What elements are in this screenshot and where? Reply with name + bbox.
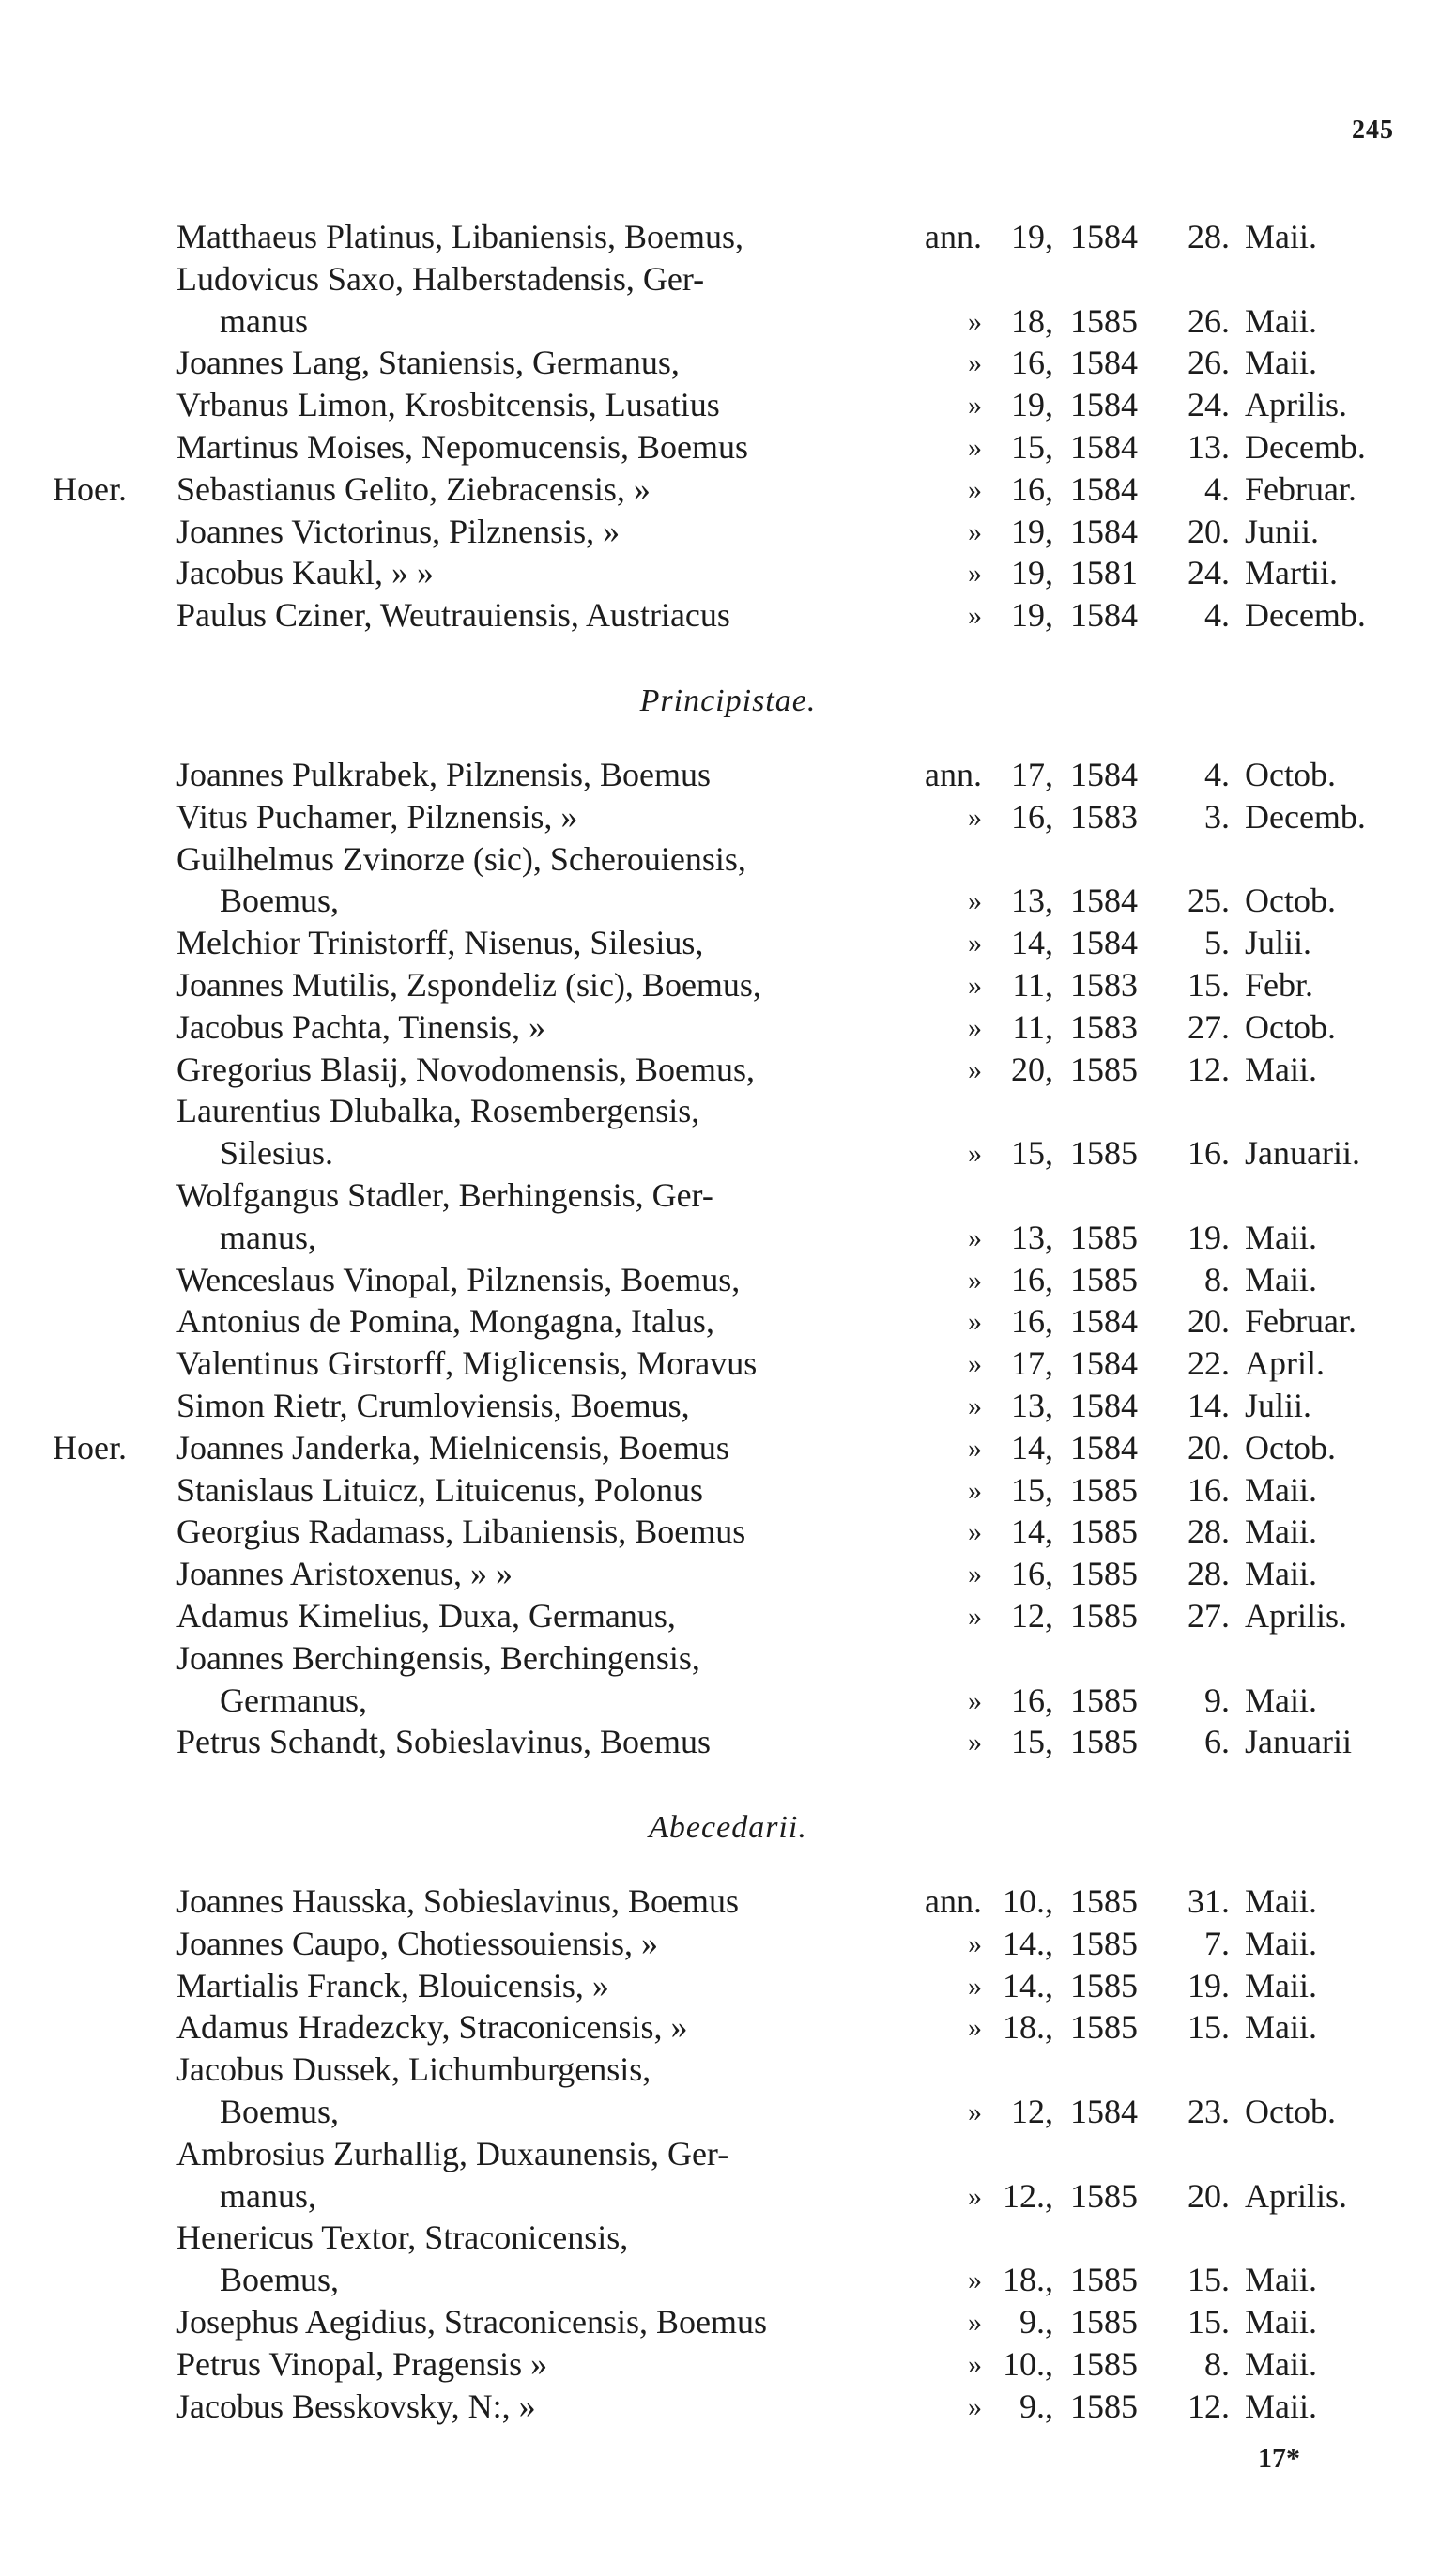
month-value: Decemb.	[1245, 428, 1366, 466]
month-value: Julii.	[1245, 1387, 1312, 1424]
age-value: 12,	[1011, 1597, 1053, 1635]
age-value: 14,	[1011, 1428, 1053, 1466]
year-value: 1584	[1070, 924, 1138, 962]
day-value: 5.	[1204, 924, 1230, 962]
age-value: 19,	[1011, 218, 1053, 255]
year-value: 1584	[1070, 1344, 1138, 1383]
month-value: Maii.	[1245, 1924, 1317, 1962]
ditto-mark: »	[968, 1727, 982, 1758]
age-value: 10.,	[1003, 2344, 1053, 2383]
year-value: 1584	[1070, 386, 1138, 424]
year-value: 1584	[1070, 469, 1138, 508]
register-entry	[0, 300, 1456, 343]
age-value: 10.,	[1003, 1882, 1053, 1920]
register-entry	[0, 1259, 1456, 1301]
ditto-mark: »	[968, 1011, 982, 1043]
student-name: Boemus,	[220, 2261, 340, 2299]
day-value: 23.	[1188, 2093, 1230, 2130]
ditto-mark: »	[968, 515, 982, 547]
student-name: manus	[220, 301, 308, 340]
age-value: 9.,	[1019, 2303, 1053, 2341]
day-value: 12.	[1188, 2387, 1230, 2425]
year-value: 1585	[1070, 1882, 1138, 1920]
register-entry	[0, 1511, 1456, 1553]
register-entry	[0, 1217, 1456, 1259]
month-value: Maii.	[1245, 301, 1317, 340]
day-value: 4.	[1204, 469, 1230, 508]
ditto-mark: »	[968, 2390, 982, 2422]
register-entry	[0, 384, 1456, 426]
month-value: Maii.	[1245, 1512, 1317, 1551]
year-value: 1584	[1070, 596, 1138, 635]
ditto-mark: »	[968, 1601, 982, 1632]
ditto-mark: »	[968, 928, 982, 960]
register-entry	[0, 796, 1456, 838]
register-entry	[0, 1300, 1456, 1343]
year-value: 1585	[1070, 1723, 1138, 1761]
day-value: 15.	[1188, 2008, 1230, 2047]
month-value: April.	[1245, 1344, 1325, 1383]
age-value: 16,	[1011, 1555, 1053, 1593]
register-entry	[0, 1427, 1456, 1469]
student-name: Boemus,	[220, 882, 340, 920]
register-entry	[0, 2343, 1456, 2386]
student-name: Joannes Janderka, Mielnicensis, Boemus	[176, 1428, 729, 1466]
student-name: Joannes Caupo, Chotiessouiensis, »	[176, 1924, 658, 1962]
register-entry	[0, 2217, 1456, 2259]
day-value: 28.	[1188, 1555, 1230, 1593]
age-value: 13,	[1011, 1218, 1053, 1256]
student-name: Vitus Puchamer, Pilznensis, »	[176, 797, 578, 836]
day-value: 4.	[1204, 756, 1230, 793]
age-value: 12.,	[1003, 2176, 1053, 2215]
student-name: Sebastianus Gelito, Ziebracensis, »	[176, 469, 651, 508]
year-value: 1584	[1070, 428, 1138, 466]
ditto-mark: »	[968, 1221, 982, 1253]
ditto-mark: »	[968, 558, 982, 590]
student-name: Petrus Vinopal, Pragensis »	[176, 2344, 548, 2383]
ditto-mark: »	[968, 1516, 982, 1548]
ditto-mark: »	[968, 1684, 982, 1716]
register-entry	[0, 964, 1456, 1006]
month-value: Maii.	[1245, 2344, 1317, 2383]
ditto-mark: »	[968, 2180, 982, 2212]
year-value: 1584	[1070, 1387, 1138, 1424]
year-value: 1584	[1070, 882, 1138, 920]
age-value: 19,	[1011, 554, 1053, 592]
month-value: Maii.	[1245, 2008, 1317, 2047]
student-name: Jacobus Kaukl, » »	[176, 554, 434, 592]
marginal-note: Hoer.	[53, 469, 127, 508]
age-value: 15,	[1011, 428, 1053, 466]
student-name: Josephus Aegidius, Straconicensis, Boemus	[176, 2303, 767, 2341]
ditto-mark: »	[968, 473, 982, 505]
student-name: manus,	[220, 1218, 316, 1256]
student-name: Silesius.	[220, 1134, 334, 1173]
day-value: 13.	[1188, 428, 1230, 466]
year-value: 1585	[1070, 1681, 1138, 1719]
ditto-mark: »	[968, 600, 982, 632]
day-value: 27.	[1188, 1007, 1230, 1046]
register-entry	[0, 1595, 1456, 1637]
year-value: 1581	[1070, 554, 1138, 592]
year-value: 1583	[1070, 1007, 1138, 1046]
ditto-mark: »	[968, 2265, 982, 2296]
register-entry	[0, 922, 1456, 964]
age-value: 17,	[1011, 756, 1053, 793]
register-entry	[0, 1049, 1456, 1091]
year-value: 1584	[1070, 2093, 1138, 2130]
register-entry	[0, 1680, 1456, 1722]
student-name: Joannes Lang, Staniensis, Germanus,	[176, 344, 680, 382]
age-value: 14,	[1011, 1512, 1053, 1551]
student-name: Ludovicus Saxo, Halberstadensis, Ger-	[176, 259, 705, 298]
month-value: Maii.	[1245, 2261, 1317, 2299]
student-name: Petrus Schandt, Sobieslavinus, Boemus	[176, 1723, 711, 1761]
year-value: 1583	[1070, 797, 1138, 836]
register-entry	[0, 594, 1456, 637]
month-value: Februar.	[1245, 1302, 1356, 1341]
month-value: Maii.	[1245, 1555, 1317, 1593]
month-value: Aprilis.	[1245, 386, 1348, 424]
ditto-mark: »	[968, 1264, 982, 1296]
month-value: Januarii.	[1245, 1134, 1360, 1173]
year-value: 1583	[1070, 966, 1138, 1004]
section-heading: Principistae.	[639, 683, 817, 718]
register-entry	[0, 552, 1456, 594]
month-value: Decemb.	[1245, 797, 1366, 836]
student-name: Antonius de Pomina, Mongagna, Italus,	[176, 1302, 714, 1341]
year-value: 1584	[1070, 1428, 1138, 1466]
day-value: 8.	[1204, 1260, 1230, 1298]
year-value: 1585	[1070, 1470, 1138, 1509]
student-name: manus,	[220, 2176, 316, 2215]
age-value: 20,	[1011, 1050, 1053, 1088]
month-value: Julii.	[1245, 924, 1312, 962]
day-value: 16.	[1188, 1134, 1230, 1173]
day-value: 28.	[1188, 218, 1230, 255]
age-value: 19,	[1011, 512, 1053, 550]
year-value: 1585	[1070, 2387, 1138, 2425]
ditto-mark: »	[968, 1927, 982, 1959]
age-value: 14.,	[1003, 1966, 1053, 2004]
year-value: 1585	[1070, 1218, 1138, 1256]
register-entry	[0, 1175, 1456, 1217]
register-entry	[0, 426, 1456, 468]
month-value: Aprilis.	[1245, 1597, 1348, 1635]
year-value: 1585	[1070, 1597, 1138, 1635]
student-name: Paulus Cziner, Weutrauiensis, Austriacus	[176, 596, 730, 635]
day-value: 16.	[1188, 1470, 1230, 1509]
register-entry	[0, 1881, 1456, 1923]
year-value: 1585	[1070, 1555, 1138, 1593]
register-entry	[0, 2049, 1456, 2091]
month-value: Maii.	[1245, 1218, 1317, 1256]
register-entry	[0, 258, 1456, 300]
age-value: 9.,	[1019, 2387, 1053, 2425]
ditto-mark: »	[968, 1306, 982, 1338]
register-entry	[0, 1006, 1456, 1049]
day-value: 20.	[1188, 512, 1230, 550]
month-value: Octob.	[1245, 882, 1336, 920]
day-value: 31.	[1188, 1882, 1230, 1920]
student-name: Vrbanus Limon, Krosbitcensis, Lusatius	[176, 386, 720, 424]
register-entry	[0, 216, 1456, 258]
month-value: Junii.	[1245, 512, 1320, 550]
age-value: 17,	[1011, 1344, 1053, 1383]
day-value: 24.	[1188, 386, 1230, 424]
register-entry	[0, 2175, 1456, 2218]
day-value: 26.	[1188, 301, 1230, 340]
register-entry	[0, 468, 1456, 511]
marginal-note: Hoer.	[53, 1428, 127, 1466]
ditto-mark: »	[968, 1432, 982, 1464]
register-entry	[0, 1385, 1456, 1427]
ditto-mark: »	[968, 2096, 982, 2127]
month-value: Maii.	[1245, 1260, 1317, 1298]
student-name: Wenceslaus Vinopal, Pilznensis, Boemus,	[176, 1260, 741, 1298]
age-value: 13,	[1011, 882, 1053, 920]
student-name: Georgius Radamass, Libaniensis, Boemus	[176, 1512, 746, 1551]
day-value: 25.	[1188, 882, 1230, 920]
month-value: Maii.	[1245, 1050, 1317, 1088]
student-name: Matthaeus Platinus, Libaniensis, Boemus,	[176, 218, 743, 255]
month-value: Maii.	[1245, 218, 1317, 255]
day-value: 27.	[1188, 1597, 1230, 1635]
age-value: 13,	[1011, 1387, 1053, 1424]
age-value: 19,	[1011, 596, 1053, 635]
age-value: 11,	[1012, 1007, 1053, 1046]
year-value: 1585	[1070, 1260, 1138, 1298]
student-name: Joannes Hausska, Sobieslavinus, Boemus	[176, 1882, 739, 1920]
student-name: Laurentius Dlubalka, Rosembergensis,	[176, 1092, 700, 1130]
register-entry	[0, 1090, 1456, 1132]
register-entry	[0, 754, 1456, 796]
age-value: 18.,	[1003, 2008, 1053, 2047]
month-value: Decemb.	[1245, 596, 1366, 635]
age-value: 16,	[1011, 1681, 1053, 1719]
month-value: Januarii	[1245, 1723, 1352, 1761]
register-entry	[0, 2301, 1456, 2343]
ditto-mark: »	[968, 1558, 982, 1590]
student-name: Adamus Kimelius, Duxa, Germanus,	[176, 1597, 676, 1635]
year-value: 1585	[1070, 1966, 1138, 2004]
day-value: 19.	[1188, 1966, 1230, 2004]
ditto-mark: »	[968, 1138, 982, 1170]
register-entry	[0, 2386, 1456, 2428]
year-value: 1584	[1070, 512, 1138, 550]
student-name: Simon Rietr, Crumloviensis, Boemus,	[176, 1387, 690, 1424]
day-value: 15.	[1188, 966, 1230, 1004]
year-value: 1584	[1070, 756, 1138, 793]
age-value: 15,	[1011, 1723, 1053, 1761]
student-name: Joannes Victorinus, Pilznensis, »	[176, 512, 621, 550]
year-value: 1584	[1070, 344, 1138, 382]
day-value: 24.	[1188, 554, 1230, 592]
register-entry	[0, 1343, 1456, 1385]
student-name: Jacobus Pachta, Tinensis, »	[176, 1007, 546, 1046]
register-entry	[0, 1965, 1456, 2007]
age-value: 16,	[1011, 1260, 1053, 1298]
ditto-mark: »	[968, 390, 982, 422]
month-value: Maii.	[1245, 1882, 1317, 1920]
day-value: 26.	[1188, 344, 1230, 382]
student-name: Guilhelmus Zvinorze (sic), Scherouiensis,	[176, 839, 746, 878]
month-value: Aprilis.	[1245, 2176, 1348, 2215]
day-value: 9.	[1204, 1681, 1230, 1719]
year-value: 1585	[1070, 2176, 1138, 2215]
day-value: 7.	[1204, 1924, 1230, 1962]
ditto-mark: »	[968, 1053, 982, 1085]
month-value: Maii.	[1245, 1470, 1317, 1509]
day-value: 8.	[1204, 2344, 1230, 2383]
month-value: Februar.	[1245, 469, 1356, 508]
register-entry	[0, 342, 1456, 384]
age-value: 15,	[1011, 1470, 1053, 1509]
register-entry	[0, 2133, 1456, 2175]
student-name: Martialis Franck, Blouicensis, »	[176, 1966, 609, 2004]
section-heading: Abecedarii.	[649, 1810, 807, 1845]
month-value: Maii.	[1245, 344, 1317, 382]
month-value: Octob.	[1245, 756, 1336, 793]
student-name: Ambrosius Zurhallig, Duxaunensis, Ger-	[176, 2134, 729, 2172]
student-name: Jacobus Dussek, Lichumburgensis,	[176, 2050, 651, 2089]
ditto-mark: »	[968, 432, 982, 463]
student-name: Joannes Mutilis, Zspondeliz (sic), Boemus,	[176, 966, 761, 1004]
day-value: 6.	[1204, 1723, 1230, 1761]
age-value: 11,	[1012, 966, 1053, 1004]
year-value: 1585	[1070, 1134, 1138, 1173]
student-name: Germanus,	[220, 1681, 367, 1719]
day-value: 20.	[1188, 1428, 1230, 1466]
ditto-mark: »	[968, 1970, 982, 2002]
month-value: Maii.	[1245, 1681, 1317, 1719]
student-name: Jacobus Besskovsky, N:, »	[176, 2387, 536, 2425]
day-value: 19.	[1188, 1218, 1230, 1256]
year-value: 1585	[1070, 2303, 1138, 2341]
age-value: 12,	[1011, 2093, 1053, 2130]
month-value: Maii.	[1245, 1966, 1317, 2004]
ditto-mark: ann.	[925, 1882, 982, 1920]
student-name: Stanislaus Lituicz, Lituicenus, Polonus	[176, 1470, 703, 1509]
year-value: 1585	[1070, 1050, 1138, 1088]
day-value: 20.	[1188, 1302, 1230, 1341]
year-value: 1584	[1070, 1302, 1138, 1341]
footer-signature: 17*	[1258, 2443, 1300, 2474]
register-entry	[0, 1553, 1456, 1595]
student-name: Wolfgangus Stadler, Berhingensis, Ger-	[176, 1176, 713, 1214]
register-entry	[0, 1637, 1456, 1680]
day-value: 12.	[1188, 1050, 1230, 1088]
student-name: Valentinus Girstorff, Miglicensis, Moravus	[176, 1344, 758, 1383]
ditto-mark: »	[968, 347, 982, 379]
register-entry	[0, 2259, 1456, 2301]
year-value: 1585	[1070, 2008, 1138, 2047]
day-value: 15.	[1188, 2303, 1230, 2341]
month-value: Octob.	[1245, 2093, 1336, 2130]
age-value: 14.,	[1003, 1924, 1053, 1962]
age-value: 14,	[1011, 924, 1053, 962]
ditto-mark: »	[968, 801, 982, 833]
student-name: Melchior Trinistorff, Nisenus, Silesius,	[176, 924, 704, 962]
month-value: Martii.	[1245, 554, 1338, 592]
year-value: 1584	[1070, 218, 1138, 255]
year-value: 1585	[1070, 1924, 1138, 1962]
ditto-mark: »	[968, 885, 982, 917]
month-value: Maii.	[1245, 2303, 1317, 2341]
register-entry	[0, 1132, 1456, 1175]
register-entry	[0, 2091, 1456, 2133]
student-name: Gregorius Blasij, Novodomensis, Boemus,	[176, 1050, 755, 1088]
student-name: Joannes Berchingensis, Berchingensis,	[176, 1638, 700, 1677]
student-name: Henericus Textor, Straconicensis,	[176, 2219, 629, 2257]
student-name: Joannes Aristoxenus, » »	[176, 1555, 513, 1593]
month-value: Maii.	[1245, 2387, 1317, 2425]
ditto-mark: ann.	[925, 218, 982, 255]
age-value: 16,	[1011, 1302, 1053, 1341]
age-value: 15,	[1011, 1134, 1053, 1173]
register-entry	[0, 511, 1456, 553]
register-entry	[0, 2006, 1456, 2049]
age-value: 18,	[1011, 301, 1053, 340]
month-value: Febr.	[1245, 966, 1314, 1004]
day-value: 28.	[1188, 1512, 1230, 1551]
ditto-mark: ann.	[925, 756, 982, 793]
year-value: 1585	[1070, 2344, 1138, 2383]
age-value: 18.,	[1003, 2261, 1053, 2299]
day-value: 4.	[1204, 596, 1230, 635]
age-value: 16,	[1011, 797, 1053, 836]
ditto-mark: »	[968, 1390, 982, 1421]
day-value: 20.	[1188, 2176, 1230, 2215]
age-value: 16,	[1011, 344, 1053, 382]
age-value: 16,	[1011, 469, 1053, 508]
student-name: Martinus Moises, Nepomucensis, Boemus	[176, 428, 748, 466]
student-name: Adamus Hradezcky, Straconicensis, »	[176, 2008, 688, 2047]
ditto-mark: »	[968, 970, 982, 1001]
year-value: 1585	[1070, 301, 1138, 340]
day-value: 14.	[1188, 1387, 1230, 1424]
ditto-mark: »	[968, 1348, 982, 1380]
register-entry	[0, 880, 1456, 922]
age-value: 19,	[1011, 386, 1053, 424]
day-value: 15.	[1188, 2261, 1230, 2299]
register-entry	[0, 1923, 1456, 1965]
year-value: 1585	[1070, 1512, 1138, 1551]
day-value: 22.	[1188, 1344, 1230, 1383]
ditto-mark: »	[968, 2307, 982, 2338]
student-name: Boemus,	[220, 2093, 340, 2130]
ditto-mark: »	[968, 2348, 982, 2380]
register-entry	[0, 838, 1456, 881]
register-entry	[0, 1469, 1456, 1512]
student-name: Joannes Pulkrabek, Pilznensis, Boemus	[176, 756, 711, 793]
month-value: Octob.	[1245, 1007, 1336, 1046]
year-value: 1585	[1070, 2261, 1138, 2299]
month-value: Octob.	[1245, 1428, 1336, 1466]
ditto-mark: »	[968, 2012, 982, 2044]
day-value: 3.	[1204, 797, 1230, 836]
ditto-mark: »	[968, 305, 982, 337]
page-number: 245	[1352, 115, 1394, 145]
ditto-mark: »	[968, 1474, 982, 1506]
register-entry	[0, 1721, 1456, 1763]
